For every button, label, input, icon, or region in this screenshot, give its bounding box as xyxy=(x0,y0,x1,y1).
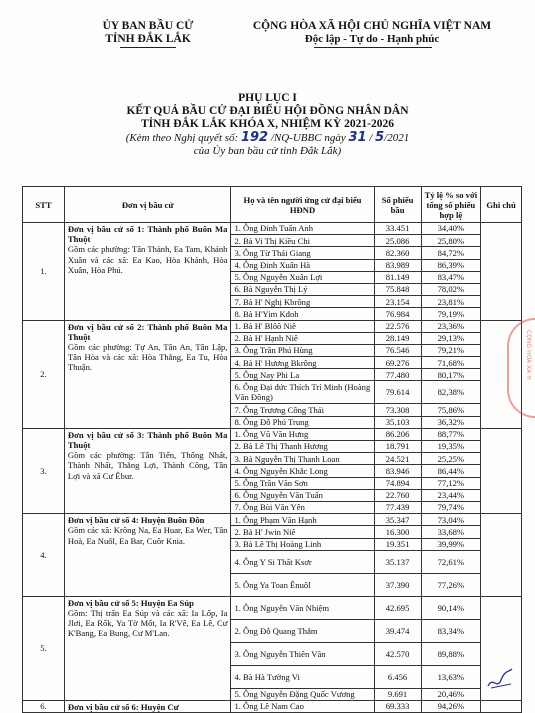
candidate-rate: 90,14% xyxy=(421,596,481,619)
candidate-name: 2. Bà H' Jwin Niê xyxy=(231,526,374,538)
candidate-name: 4. Ông Nguyễn Khắc Long xyxy=(231,465,374,477)
motto: Độc lập - Tự do - Hạnh phúc xyxy=(304,33,440,45)
candidate-rate: 83,47% xyxy=(421,271,481,283)
candidate-name: 4. Ông Đinh Xuân Hà xyxy=(231,259,374,271)
candidate-votes: 77.439 xyxy=(374,501,421,513)
candidate-rate: 83,34% xyxy=(421,619,481,642)
candidate-rate: 94,26% xyxy=(421,700,481,712)
candidate-votes: 77.480 xyxy=(374,369,421,381)
candidate-rate: 25,80% xyxy=(421,235,481,247)
candidate-rate: 73,04% xyxy=(421,514,481,526)
candidate-votes: 74.894 xyxy=(374,477,421,489)
candidate-rate: 71,68% xyxy=(421,357,481,369)
candidate-name: 2. Ông Đỗ Quang Thắm xyxy=(231,619,374,642)
candidate-votes: 37.390 xyxy=(374,573,421,596)
candidate-name: 3. Bà Nguyễn Thị Thanh Loan xyxy=(231,453,374,465)
candidate-rate: 72,61% xyxy=(421,550,481,573)
candidate-name: 2. Bà H' Hạnh Niê xyxy=(231,332,374,344)
candidate-votes: 22.760 xyxy=(374,489,421,501)
unit-stt: 6. xyxy=(23,700,65,712)
national-motto-block xyxy=(222,20,522,46)
candidate-votes: 69.276 xyxy=(374,357,421,369)
candidate-votes: 6.456 xyxy=(374,665,421,688)
candidate-votes: 28.149 xyxy=(374,332,421,344)
candidate-votes: 39.474 xyxy=(374,619,421,642)
candidate-votes: 16.300 xyxy=(374,526,421,538)
unit-description: Gồm các phường: Tân Thành, Ea Tam, Khánh Xuân và các xã: Ea Kao, Hòa Khánh, Hòa Xuân, Hòa Phú. xyxy=(67,244,228,275)
unit-title: Đơn vị bầu cử số 5: Huyện Ea Súp xyxy=(67,597,194,608)
candidate-votes: 25.086 xyxy=(374,235,421,247)
candidate-rate: 20,46% xyxy=(421,688,481,700)
unit-stt: 3. xyxy=(23,428,65,513)
candidate-rate: 23,44% xyxy=(421,489,481,501)
candidate-name: 7. Ông Bùi Văn Yên xyxy=(231,501,374,513)
candidate-votes: 24.521 xyxy=(374,453,421,465)
candidate-name: 5. Ông Nguyễn Xuân Lợi xyxy=(231,271,374,283)
header-votes: Số phiếu bầu xyxy=(374,187,421,223)
candidate-name: 7. Ông Trương Công Thái xyxy=(231,404,374,416)
unit-stt: 5. xyxy=(23,596,65,700)
candidate-votes: 76.546 xyxy=(374,344,421,356)
candidate-votes: 33.451 xyxy=(374,223,421,235)
candidate-votes: 35.137 xyxy=(374,550,421,573)
motto-underline xyxy=(314,47,432,48)
candidate-name: 2. Bà Vi Thị Kiều Chi xyxy=(231,235,374,247)
unit-cell xyxy=(64,700,231,712)
unit-stt: 4. xyxy=(23,514,65,597)
unit-cell xyxy=(64,514,231,597)
resolution-day: 31 xyxy=(348,130,367,145)
candidate-votes: 73.308 xyxy=(374,404,421,416)
candidate-rate: 82,38% xyxy=(421,381,481,404)
candidate-votes: 81.149 xyxy=(374,271,421,283)
candidate-rate: 80,17% xyxy=(421,369,481,381)
table-row xyxy=(23,428,522,440)
country-name: CỘNG HÒA XÃ HỘI CHỦ NGHĨA VIỆT NAM xyxy=(252,20,492,32)
resolution-number: 192 xyxy=(240,130,269,145)
candidate-name: 4. Bà H' Hương Bkrông xyxy=(231,357,374,369)
candidate-rate: 34,40% xyxy=(421,223,481,235)
candidate-rate: 84,72% xyxy=(421,247,481,259)
document-title xyxy=(0,92,535,158)
candidate-name: 3. Ông Từ Thái Giang xyxy=(231,247,374,259)
candidate-name: 3. Ông Trần Phú Hùng xyxy=(231,344,374,356)
candidate-rate: 89,88% xyxy=(421,642,481,665)
unit-title: Đơn vị bầu cử số 2: Thành phố Buôn Ma Thuột xyxy=(67,321,228,342)
unit-title: Đơn vị bầu cử số 1: Thành phố Buôn Ma Thuột xyxy=(67,224,228,245)
issuer-line1: ỦY BAN BẦU CỬ xyxy=(102,20,194,32)
candidate-name: 3. Ông Nguyễn Thiên Văn xyxy=(231,642,374,665)
issuer-underline xyxy=(120,47,176,48)
title-line1: KẾT QUẢ BẦU CỬ ĐẠI BIỂU HỘI ĐỒNG NHÂN DÂN xyxy=(126,105,409,117)
unit-cell xyxy=(64,223,231,321)
candidate-rate: 29,13% xyxy=(421,332,481,344)
table-row xyxy=(23,596,522,619)
candidate-rate: 77,26% xyxy=(421,573,481,596)
candidate-votes: 42.695 xyxy=(374,596,421,619)
candidate-name: 5. Ông Nay Phi La xyxy=(231,369,374,381)
unit-note xyxy=(481,428,522,513)
candidate-rate: 33,68% xyxy=(421,526,481,538)
candidate-rate: 79,74% xyxy=(421,501,481,513)
candidate-votes: 22.576 xyxy=(374,320,421,332)
candidate-votes: 83.946 xyxy=(374,465,421,477)
attachment-note: (Kèm theo Nghị quyết số: 192 /NQ-UBBC ngày 31 / 5/2021 xyxy=(125,130,410,145)
candidate-votes: 18.791 xyxy=(374,441,421,453)
candidate-name: 2. Bà Lê Thị Thanh Hương xyxy=(231,441,374,453)
candidate-rate: 23,81% xyxy=(421,296,481,308)
header-rate: Tỷ lệ % so với tổng số phiếu hợp lệ xyxy=(421,187,481,223)
candidate-rate: 77,12% xyxy=(421,477,481,489)
candidate-votes: 35.103 xyxy=(374,416,421,428)
candidate-name: 8. Bà H'Yim Kđoh xyxy=(231,308,374,320)
candidate-name: 1. Ông Lê Nam Cao xyxy=(231,700,374,712)
candidate-votes: 69.333 xyxy=(374,700,421,712)
unit-description: Gồm các phường: Tự An, Tân An, Tân Lập, Tân Hòa và các xã: Hòa Thắng, Ea Tu, Hòa Thuận. xyxy=(67,341,228,373)
candidate-name: 1. Ông Đinh Tuấn Anh xyxy=(231,223,374,235)
signature-mark xyxy=(485,666,515,692)
candidate-rate: 19,35% xyxy=(421,441,481,453)
table-row xyxy=(23,320,522,332)
candidate-name: 6. Bà Nguyễn Thị Lý xyxy=(231,283,374,295)
candidate-rate: 86,39% xyxy=(421,259,481,271)
candidate-name: 1. Ông Vũ Văn Hưng xyxy=(231,428,374,440)
candidate-name: 1. Ông Nguyễn Văn Nhiệm xyxy=(231,596,374,619)
header-note: Ghi chú xyxy=(481,187,522,223)
unit-note xyxy=(481,514,522,597)
candidate-name: 1. Bà H' Blôô Niê xyxy=(231,320,374,332)
candidate-name: 1. Ông Phạm Văn Hạnh xyxy=(231,514,374,526)
unit-note xyxy=(481,223,522,321)
table-row xyxy=(23,514,522,526)
candidate-votes: 42.570 xyxy=(374,642,421,665)
candidate-votes: 9.691 xyxy=(374,688,421,700)
unit-cell xyxy=(64,596,231,700)
appendix-label: PHỤ LỤC I xyxy=(238,92,297,104)
election-results-table xyxy=(22,186,522,713)
candidate-votes: 86.206 xyxy=(374,428,421,440)
candidate-rate: 75,86% xyxy=(421,404,481,416)
issuer-line2: TỈNH ĐẮK LẮK xyxy=(105,33,191,45)
candidate-name: 7. Bà H' Nghị Kbrông xyxy=(231,296,374,308)
candidate-votes: 75.848 xyxy=(374,283,421,295)
candidate-votes: 79.614 xyxy=(374,381,421,404)
unit-description: Gồm các phường: Tân Tiến, Thống Nhất, Thành Nhất, Thắng Lợi, Thành Công, Tân Lợi và xã Cư Êbur. xyxy=(67,450,228,481)
title-line2: TỈNH ĐẮK LẮK KHÓA X, NHIỆM KỲ 2021-2026 xyxy=(140,118,394,130)
candidate-rate: 79,19% xyxy=(421,308,481,320)
candidate-name: 4. Bà Hà Tường Vi xyxy=(231,665,374,688)
candidate-rate: 86,44% xyxy=(421,465,481,477)
attachment-note-line2: của Ủy ban bầu cử tỉnh Đắk Lắk) xyxy=(193,145,342,157)
candidate-name: 5. Ông Nguyễn Đặng Quốc Vương xyxy=(231,688,374,700)
unit-title: Đơn vị bầu cử số 6: Huyện Cư xyxy=(67,701,179,712)
unit-cell xyxy=(64,320,231,428)
table-header-row xyxy=(23,187,522,223)
issuer-block xyxy=(78,20,218,46)
candidate-name: 6. Ông Nguyễn Văn Tuấn xyxy=(231,489,374,501)
candidate-votes: 76.984 xyxy=(374,308,421,320)
unit-description: Gồm: Thị trấn Ea Súp và các xã: Ia Lốp, Ia Jlơi, Ea Rốk, Ya Tờ Mốt, Ia R'Vê, Ea Lê, Cư K'Bang, Ea Bung, Cư M'Lan. xyxy=(67,607,228,639)
header-unit: Đơn vị bầu cử xyxy=(64,187,231,223)
header-name: Họ và tên người ứng cử đại biểu HĐND xyxy=(231,187,374,223)
candidate-name: 8. Ông Đỗ Phú Trung xyxy=(231,416,374,428)
candidate-rate: 39,99% xyxy=(421,538,481,550)
candidate-rate: 79,21% xyxy=(421,344,481,356)
candidate-rate: 36,32% xyxy=(421,416,481,428)
candidate-votes: 23.154 xyxy=(374,296,421,308)
unit-title: Đơn vị bầu cử số 4: Huyện Buôn Đôn xyxy=(67,515,205,526)
unit-cell xyxy=(64,428,231,513)
unit-note xyxy=(481,700,522,712)
candidate-votes: 82.360 xyxy=(374,247,421,259)
unit-description: Gồm các xã: Krông Na, Ea Huar, Ea Wer, Tân Hoà, Ea Nuôl, Ea Bar, Cuôr Knia. xyxy=(67,525,228,546)
candidate-name: 5. Ông Ya Toan Ênuôl xyxy=(231,573,374,596)
candidate-name: 5. Ông Trần Văn Sơn xyxy=(231,477,374,489)
candidate-votes: 35.347 xyxy=(374,514,421,526)
candidate-rate: 88,77% xyxy=(421,428,481,440)
unit-title: Đơn vị bầu cử số 3: Thành phố Buôn Ma Thuột xyxy=(67,429,228,451)
candidate-votes: 19.351 xyxy=(374,538,421,550)
unit-stt: 1. xyxy=(23,223,65,321)
candidate-rate: 13,63% xyxy=(421,665,481,688)
official-seal-text: CỘNG HÒA XÃ H xyxy=(525,330,532,380)
candidate-name: 3. Bà Lê Thị Hoàng Linh xyxy=(231,538,374,550)
table-row xyxy=(23,700,522,712)
table-row xyxy=(23,223,522,235)
candidate-name: 6. Ông Đại đức Thích Trí Minh (Hoàng Văn Đồng) xyxy=(231,381,374,404)
candidate-rate: 78,02% xyxy=(421,283,481,295)
resolution-month: 5 xyxy=(375,130,385,145)
candidate-name: 4. Ông Y Si Thất Ksơr xyxy=(231,550,374,573)
candidate-rate: 23,36% xyxy=(421,320,481,332)
candidate-votes: 83.989 xyxy=(374,259,421,271)
header-stt: STT xyxy=(23,187,65,223)
candidate-rate: 25,25% xyxy=(421,453,481,465)
unit-stt: 2. xyxy=(23,320,65,428)
